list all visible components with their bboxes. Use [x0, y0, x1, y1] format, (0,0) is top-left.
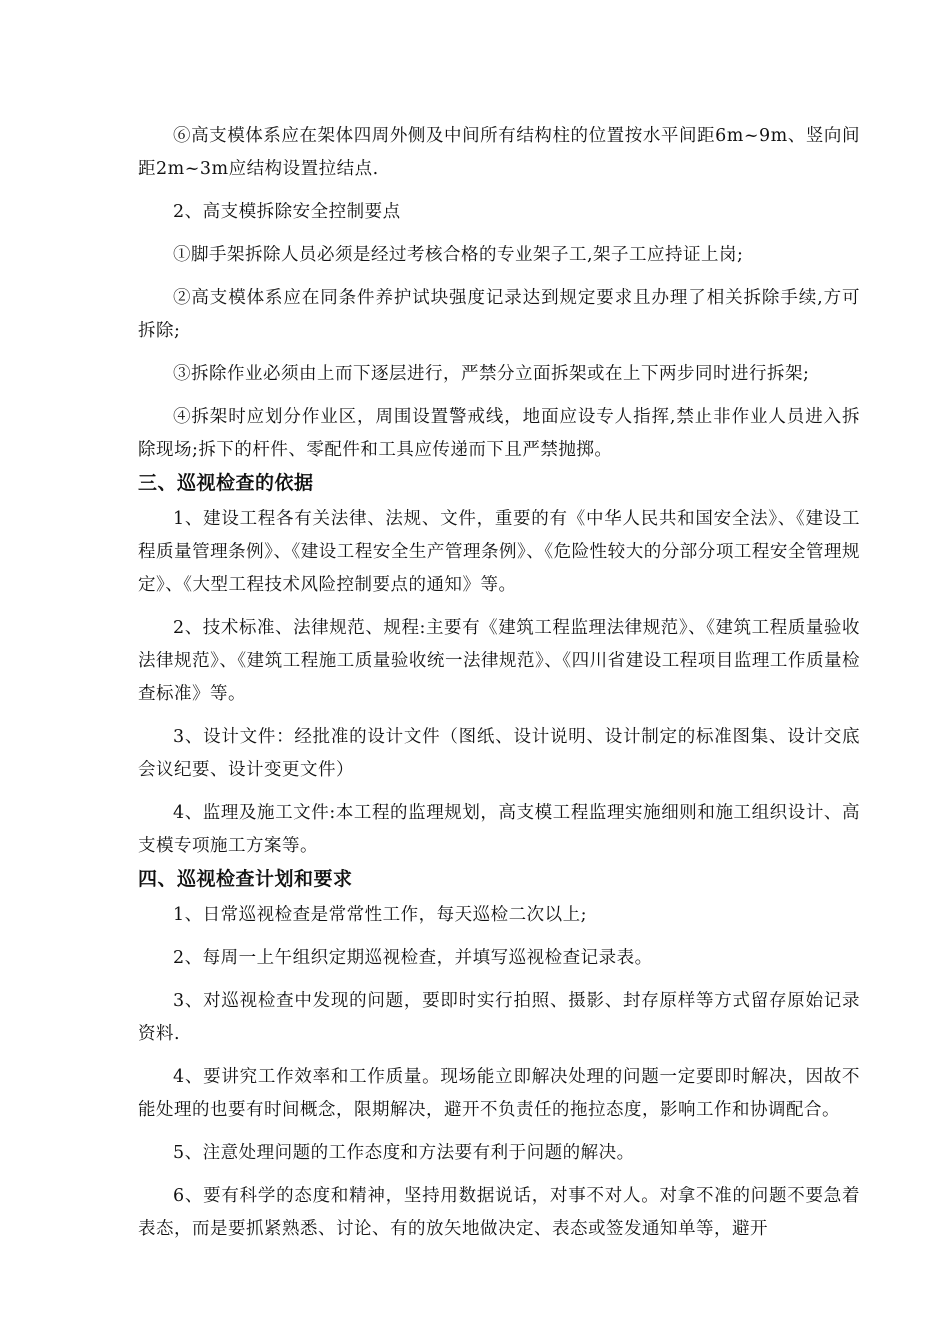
paragraph-dismantle-conditions: ②高支模体系应在同条件养护试块强度记录达到规定要求且办理了相关拆除手续,方可拆除;: [138, 288, 860, 341]
section-heading-inspection-plan: 四、巡视检查计划和要求: [138, 868, 353, 890]
section-heading-inspection-basis: 三、巡视检查的依据: [138, 472, 314, 494]
paragraph-dismantle-personnel: ①脚手架拆除人员必须是经过考核合格的专业架子工,架子工应持证上岗;: [173, 245, 744, 265]
paragraph-dismantle-control-title: 2、高支模拆除安全控制要点: [173, 202, 401, 222]
paragraph-plan-daily: 1、日常巡视检查是常常性工作，每天巡检二次以上;: [173, 905, 588, 925]
paragraph-plan-attitude: 5、注意处理问题的工作态度和方法要有利于问题的解决。: [173, 1143, 635, 1163]
paragraph-basis-laws: 1、建设工程各有关法律、法规、文件，重要的有《中华人民共和国安全法》、《建设工程质量管理条例》、《建设工程安全生产管理条例》、《危险性较大的分部分项工程安全管理规定》、《大型工程技术风险控制要点的通知》等。: [138, 509, 860, 595]
paragraph-dismantle-zone: ④拆架时应划分作业区，周围设置警戒线，地面应设专人指挥,禁止非作业人员进入拆除现场;拆下的杆件、零配件和工具应传递而下且严禁抛掷。: [138, 407, 860, 460]
paragraph-dismantle-order: ③拆除作业必须由上而下逐层进行，严禁分立面拆架或在上下两步同时进行拆架;: [173, 364, 810, 384]
paragraph-basis-design: 3、设计文件：经批准的设计文件（图纸、设计说明、设计制定的标准图集、设计交底会议纪要、设计变更文件）: [138, 727, 860, 780]
document-page: [138, 120, 860, 1256]
paragraph-plan-efficiency: 4、要讲究工作效率和工作质量。现场能立即解决处理的问题一定要即时解决，因故不能处理的也要有时间概念，限期解决，避开不负责任的拖拉态度，影响工作和协调配合。: [138, 1067, 860, 1120]
paragraph-plan-records: 3、对巡视检查中发现的问题，要即时实行拍照、摄影、封存原样等方式留存原始记录资料.: [138, 991, 860, 1044]
paragraph-basis-supervision: 4、监理及施工文件:本工程的监理规划，高支模工程监理实施细则和施工组织设计、高支模专项施工方案等。: [138, 803, 860, 856]
paragraph-plan-scientific: 6、要有科学的态度和精神，坚持用数据说话，对事不对人。对拿不准的问题不要急着表态，而是要抓紧熟悉、讨论、有的放矢地做决定、表态或签发通知单等，避开: [138, 1186, 860, 1239]
paragraph-basis-standards: 2、技术标准、法律规范、规程:主要有《建筑工程监理法律规范》、《建筑工程质量验收法律规范》、《建筑工程施工质量验收统一法律规范》、《四川省建设工程项目监理工作质量检查标准》等。: [138, 618, 860, 704]
paragraph-scaffold-tie-points: ⑥高支模体系应在架体四周外侧及中间所有结构柱的位置按水平间距6m~9m、竖向间距2m~3m应结构设置拉结点.: [138, 126, 860, 179]
paragraph-plan-weekly: 2、每周一上午组织定期巡视检查，并填写巡视检查记录表。: [173, 948, 653, 968]
